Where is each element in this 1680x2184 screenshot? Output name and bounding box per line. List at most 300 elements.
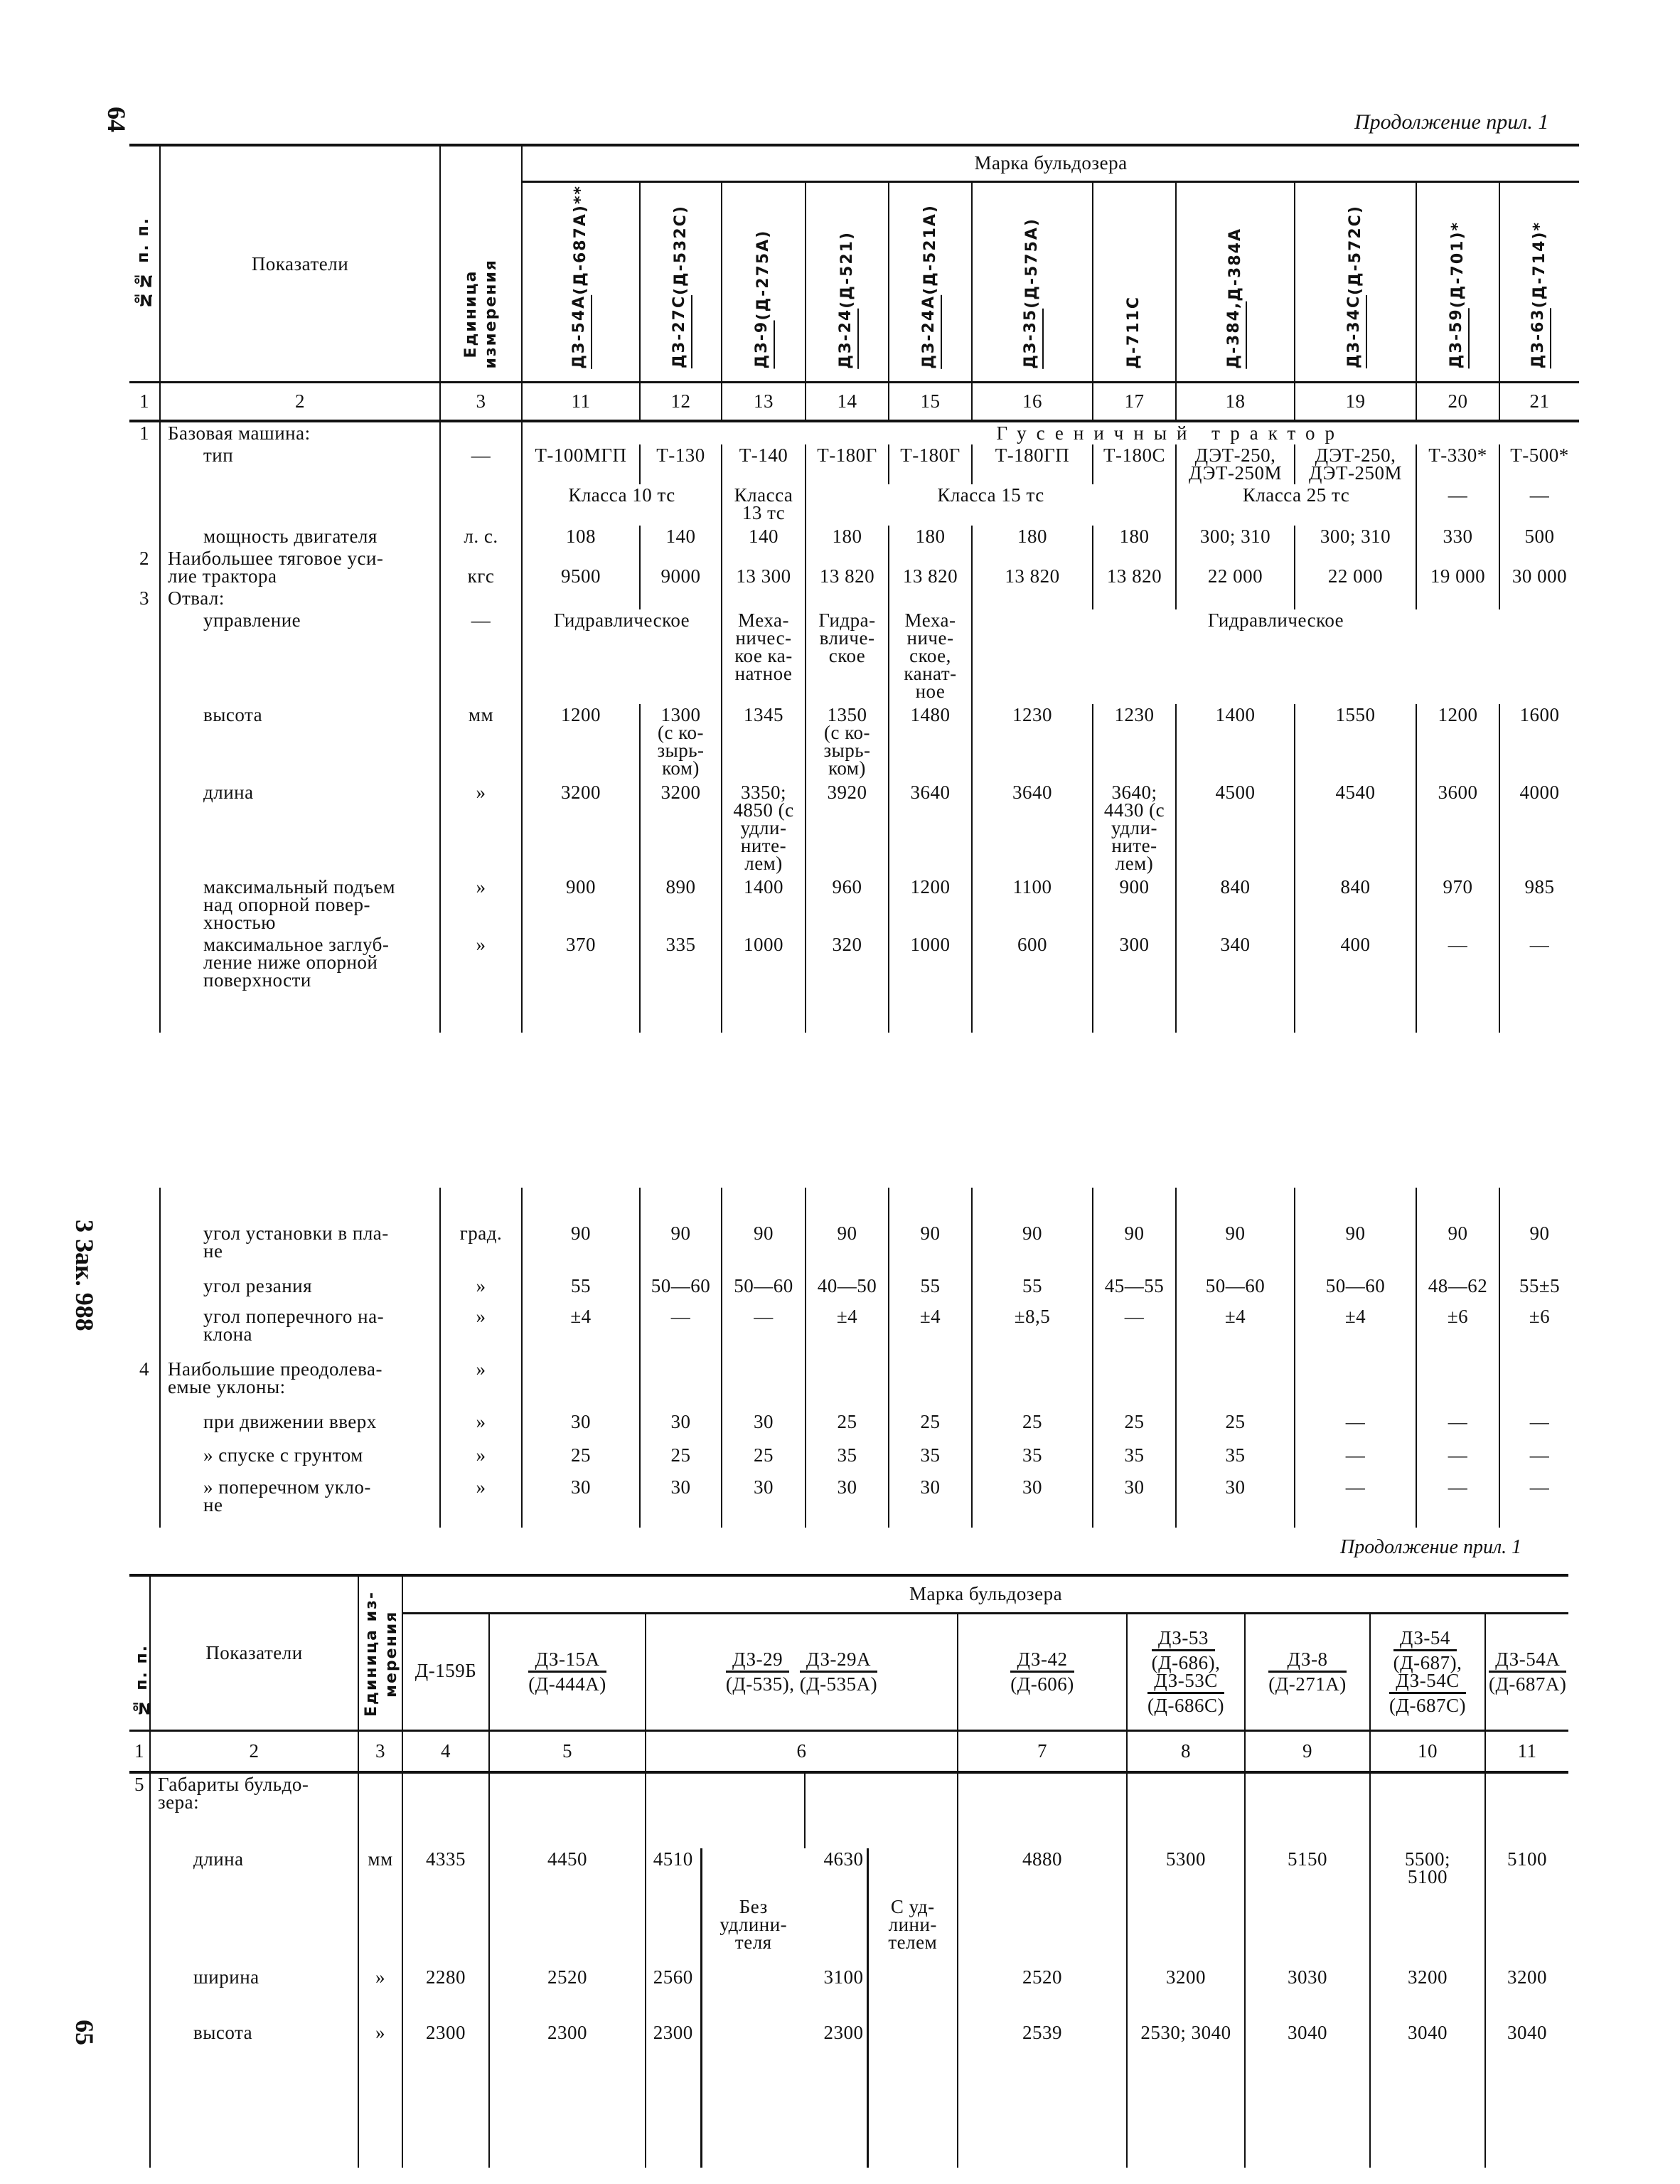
row-unit: » [440,1411,522,1444]
table-cell: 840 [1295,876,1416,934]
model-header [1485,1613,1568,1730]
model-label [1447,221,1470,368]
column-number: 2 [160,383,440,421]
column-number: 15 [889,383,972,421]
model-code: (Д-532С) [671,205,690,296]
table-cell: — [1499,1444,1579,1476]
table-row [129,526,1579,548]
row-label: максимальное заглуб- ление ниже опорной поверхности [160,934,440,1033]
table-cell: Класса 10 тс [522,484,722,526]
model-header [522,181,640,383]
row-unit [440,484,522,526]
model-name: ДЗ-53 [1152,1629,1215,1651]
table-cell: 30 [722,1411,806,1444]
model-header [806,181,889,383]
table-cell: 35 [806,1444,889,1476]
table-cell: 90 [1416,1222,1499,1275]
table-cell [889,1188,972,1222]
table-cell: 4450 [489,1848,646,1966]
model-code: (Д-687) [1393,1651,1457,1673]
table-cell: 30 [806,1476,889,1528]
column-number: 12 [640,383,722,421]
table-cell [522,1188,640,1222]
brand-group-header: Марка бульдозера [402,1575,1568,1613]
row-unit [440,1188,522,1222]
row-unit: » [440,934,522,1033]
table-cell: 90 [1093,1222,1176,1275]
column-number-row [129,383,1579,421]
table-cell: 1000 [889,934,972,1033]
model-fraction [1489,1648,1567,1695]
table-cell: 2300 [489,2022,646,2168]
column-number: 4 [402,1730,489,1772]
table-cell: 1400 [1176,704,1295,782]
table-cell: Т-180С [1093,444,1176,484]
model-code: (Д-686) [1151,1651,1216,1673]
table-cell [646,1772,701,1848]
table-cell: Т-330* [1416,444,1499,484]
table-cell: 30 [889,1476,972,1528]
table-row [129,1275,1579,1306]
model-name: ДЗ-9 [752,321,775,369]
row-number [129,1411,160,1444]
table-cell: 4000 [1499,782,1579,876]
table-row [129,934,1579,1033]
table-row [129,1848,1568,1966]
table-cell: 330 [1416,526,1499,548]
model-code: (Д-521) [838,230,856,309]
table-cell: 2300 [402,2022,489,2168]
unit-header-label: Единица из- мерения [363,1590,400,1717]
table-cell [722,1358,806,1411]
table-cell: — [1416,1476,1499,1528]
table-cell: Гидра- вличе- ское [806,609,889,704]
table-cell: 3600 [1416,782,1499,876]
table-cell: 45—55 [1093,1275,1176,1306]
table-cell: 50—60 [640,1275,722,1306]
model-fraction [1268,1648,1347,1695]
table-cell [1093,1358,1176,1411]
model-name: ДЗ-8 [1268,1651,1346,1673]
table-cell: 1100 [972,876,1093,934]
table-cell: 35 [1176,1444,1295,1476]
row-number [129,704,160,782]
column-header-number [129,1575,150,1730]
model-name: ДЗ-53С [1147,1672,1224,1694]
table-row [129,1772,1568,1848]
table-cell: 1200 [522,704,640,782]
table-cell [402,1772,489,1848]
model-code: (Д-714)* [1530,221,1548,309]
table-cell: Т-180Г [889,444,972,484]
table-cell: 3920 [806,782,889,876]
table-cell: 30 [640,1411,722,1444]
column-number: 3 [358,1730,402,1772]
table-cell [640,1358,722,1411]
model-code: (Д-687А) [1489,1673,1567,1695]
table-cell: 30 [972,1476,1093,1528]
model-label [1344,205,1367,368]
model-name: ДЗ-27С [670,295,692,368]
table-cell: 55 [972,1275,1093,1306]
table-cell: 90 [640,1222,722,1275]
table-cell: 2280 [402,1966,489,2022]
table-cell: 3200 [522,782,640,876]
table-cell: 25 [522,1444,640,1476]
table-cell [1295,1188,1416,1222]
table-cell: 25 [722,1444,806,1476]
table-cell: Т-130 [640,444,722,484]
model-name: №№ п. п. [134,216,152,309]
table-cell: — [1295,1476,1416,1528]
table-cell: 340 [1176,934,1295,1033]
table-cell: 985 [1499,876,1579,934]
model-name: ДЗ-54 [1393,1629,1457,1651]
model-label [752,230,775,368]
table-cell [522,587,640,609]
row-label: высота [160,704,440,782]
row-number [129,526,160,548]
row-unit: мм [358,1848,402,1966]
table-cell: 22 000 [1295,548,1416,587]
model-header [972,181,1093,383]
header-row [129,145,1579,181]
table-row [129,1358,1579,1411]
table-cell [1176,1358,1295,1411]
bulldozer-spec-table-part1 [129,144,1579,1033]
column-number-row [129,1730,1568,1772]
table-cell: Т-180Г [806,444,889,484]
table-cell: 2560 [646,1966,701,2022]
row-number: 4 [139,1358,149,1380]
row-label: ширина [150,1966,358,2022]
table-cell: 30 [1176,1476,1295,1528]
table-cell: ±4 [1176,1306,1295,1358]
row-label: угол поперечного на- клона [160,1306,440,1358]
table-row [129,421,1579,444]
table-cell: — [1499,934,1579,1033]
row-number [129,1188,160,1222]
table-cell: 3200 [640,782,722,876]
row-label: » спуске с грунтом [160,1444,440,1476]
table-cell: ±4 [806,1306,889,1358]
table-cell: 320 [806,934,889,1033]
table-cell [972,1188,1093,1222]
column-number: 16 [972,383,1093,421]
model-label [836,231,859,369]
table-cell: 1550 [1295,704,1416,782]
model-header [489,1613,646,1730]
page-number-left: 64 [102,107,131,132]
row-number [129,1444,160,1476]
table-cell: Класса 13 тс [722,484,806,526]
table-cell: 30 [1093,1476,1176,1528]
table-cell: 5150 [1245,1848,1370,1966]
table-cell: 140 [722,526,806,548]
note-with-extender: С уд- лини- телем [888,1896,938,1953]
table-cell: 600 [972,934,1093,1033]
column-number: 13 [722,383,806,421]
table-cell: 30 [522,1411,640,1444]
model-code: (Д-572С) [1346,205,1364,296]
table-row [129,1188,1579,1222]
column-number: 14 [806,383,889,421]
table-cell: 3040 [1370,2022,1485,2168]
model-header [1416,181,1499,383]
model-label [1529,221,1551,368]
table-cell: Гидравлическое [972,609,1579,704]
row-label: Габариты бульдо- зера: [150,1772,358,1848]
table-cell [722,587,806,609]
table-cell: Класса 25 тс [1176,484,1416,526]
table-cell [1416,587,1499,609]
table-cell: 3640; 4430 (с удли- ните- лем) [1093,782,1176,876]
row-number [129,876,160,934]
table-cell: 1200 [889,876,972,934]
row-number: 3 [139,587,149,609]
table-cell: Т-500* [1499,444,1579,484]
table-cell: 90 [1176,1222,1295,1275]
model-name: Д-159Б [414,1659,477,1681]
table-cell: 960 [806,876,889,934]
table-row [129,1476,1579,1528]
side-note: 3 Зак. 988 [70,1220,99,1331]
table-row [129,1966,1568,2022]
table-cell: 90 [722,1222,806,1275]
table-cell: 3640 [972,782,1093,876]
row-label [160,484,440,526]
page-number-right: 65 [70,2020,99,2045]
table-cell: 180 [889,526,972,548]
column-header-number [129,145,160,383]
model-fraction [725,1648,790,1695]
row-label: при движении вверх [160,1411,440,1444]
table-cell: 90 [1295,1222,1416,1275]
model-header [958,1613,1127,1730]
table-row [129,876,1579,934]
row-number: 1 [139,422,149,444]
table-cell: ДЭТ-250, ДЭТ-250М [1176,444,1295,484]
table-cell: 180 [1093,526,1176,548]
row-unit: » [440,876,522,934]
table-cell: 900 [1093,876,1176,934]
table-cell: — [1499,484,1579,526]
table-row [129,609,1579,704]
table-cell: 90 [522,1222,640,1275]
table-cell: 25 [1093,1411,1176,1444]
model-header [889,181,972,383]
table-cell [972,587,1093,609]
table-cell: Т-140 [722,444,806,484]
row-unit: » [440,1444,522,1476]
table-cell: 35 [972,1444,1093,1476]
table-row [129,1444,1579,1476]
table-cell [1093,1188,1176,1222]
table-cell: 3040 [1485,2022,1568,2168]
table-cell: 900 [522,876,640,934]
model-code: (Д-687С) [1389,1694,1466,1716]
row-label [160,1188,440,1222]
table-cell: 4510 [646,1848,701,1966]
row-unit: мм [440,704,522,782]
table-cell: 1480 [889,704,972,782]
table-cell: 2300 [805,2022,867,2168]
note-without-extender: Без удлини- теля [719,1896,788,1953]
table-cell: — [1416,1411,1499,1444]
row-unit: л. с. [440,526,522,548]
table-cell [1295,587,1416,609]
model-name: ДЗ-24 [836,308,859,368]
row-unit: » [440,1275,522,1306]
table-cell: — [1416,1444,1499,1476]
number-header-label [132,1644,154,1716]
continuation-label-bottom: Продолжение прил. 1 [1340,1536,1522,1558]
table-cell: 19 000 [1416,548,1499,587]
table-cell: — [1499,1411,1579,1444]
table-cell: 300; 310 [1176,526,1295,548]
model-code: (Д-575А) [1023,217,1041,309]
model-name: ДЗ-34С [1344,295,1367,368]
column-header-indicator: Показатели [160,145,440,383]
table-cell: 300 [1093,934,1176,1033]
row-label: Базовая машина: [160,421,440,444]
table-cell: 55 [889,1275,972,1306]
table-cell: 55 [522,1275,640,1306]
model-name: ДЗ-54С [1389,1672,1466,1694]
model-code: (Д-606) [1010,1673,1074,1695]
table-cell [1370,1772,1485,1848]
row-label: тип [160,444,440,484]
table-cell: 3030 [1245,1966,1370,2022]
table-cell: ±4 [522,1306,640,1358]
table-cell: 370 [522,934,640,1033]
table-cell: ±4 [1295,1306,1416,1358]
table-cell [889,587,972,609]
model-header [1295,181,1416,383]
column-number: 1 [129,383,160,421]
table-cell: 180 [806,526,889,548]
table-cell [806,587,889,609]
model-code: Д-384А [1226,227,1244,302]
column-number: 11 [522,383,640,421]
continuation-label-top: Продолжение прил. 1 [1354,110,1549,134]
table-cell: 4500 [1176,782,1295,876]
table-cell [1176,587,1295,609]
row-label: » поперечном укло- не [160,1476,440,1528]
table-cell: 1350 (с ко- зырь- ком) [806,704,889,782]
model-name: ДЗ-63 [1529,308,1551,368]
table-cell [1499,1358,1579,1411]
brand-group-header: Марка бульдозера [522,145,1579,181]
row-label: максимальный подъем над опорной повер- хностью [160,876,440,934]
table-cell: 3200 [1127,1966,1245,2022]
table-cell [489,1772,646,1848]
row-number [129,1306,160,1358]
table-row [129,484,1579,526]
row-number [129,1275,160,1306]
table-cell: Т-180ГП [972,444,1093,484]
row-number: 2 [139,547,149,569]
table-cell [867,1772,958,1848]
model-name: ДЗ-15А [528,1651,606,1673]
number-header-label [134,217,155,308]
table-cell [1499,1188,1579,1222]
bulldozer-spec-table-part3 [129,1574,1568,2168]
column-number: 8 [1127,1730,1245,1772]
table-cell [1295,1358,1416,1411]
table-cell: ±6 [1499,1306,1579,1358]
table-cell: 1345 [722,704,806,782]
column-number: 2 [150,1730,358,1772]
model-code: (Д-535А) [799,1673,878,1695]
column-number: 7 [958,1730,1127,1772]
table-cell: 25 [1176,1411,1295,1444]
table-cell: 2530; 3040 [1127,2022,1245,2168]
row-number [129,934,160,1033]
table-cell: 30 [522,1476,640,1528]
table-cell [1127,1772,1245,1848]
table-cell: 9500 [522,548,640,587]
table-cell: 3040 [1245,2022,1370,2168]
model-code: (Д-687А)** [572,184,589,295]
model-name: Д-384, [1224,301,1247,368]
table-cell: 5300 [1127,1848,1245,1966]
model-code: (Д-686С) [1147,1694,1224,1716]
table-row [129,1411,1579,1444]
table-cell: ДЭТ-250, ДЭТ-250М [1295,444,1416,484]
model-label [670,205,692,368]
row-unit: » [440,1306,522,1358]
unit-header-label: Единица измерения [461,258,500,369]
table-cell: 108 [522,526,640,548]
table-cell: 1600 [1499,704,1579,782]
row-unit [440,421,522,444]
table-cell: 40—50 [806,1275,889,1306]
row-unit: » [440,1358,522,1411]
base-machine-group-label: Гусеничный трактор [522,421,1579,444]
table-cell: 500 [1499,526,1579,548]
model-name: Д-711С [1124,295,1143,369]
column-number: 19 [1295,383,1416,421]
table-cell: 30 [640,1476,722,1528]
row-number [129,1966,150,2022]
table-cell: 50—60 [722,1275,806,1306]
model-name: ДЗ-29А [800,1651,877,1673]
table-cell [1093,587,1176,609]
table-cell [958,1772,1127,1848]
table-cell: 2300 [646,2022,701,2168]
column-number: 11 [1485,1730,1568,1772]
table-cell: — [1499,1476,1579,1528]
model-code: (Д-271А) [1268,1673,1347,1695]
table-cell: 30 [722,1476,806,1528]
table-row [129,1222,1579,1275]
table-cell: 3200 [1370,1966,1485,2022]
table-row [129,587,1579,609]
table-cell: 50—60 [1176,1275,1295,1306]
column-number: 17 [1093,383,1176,421]
table-cell: 300; 310 [1295,526,1416,548]
model-fraction [1151,1626,1216,1673]
table-row [129,444,1579,484]
column-header-indicator: Показатели [150,1575,358,1730]
row-label: управление [160,609,440,704]
table-cell [640,1188,722,1222]
table-cell: Класса 15 тс [806,484,1176,526]
model-label [919,204,942,369]
row-number [129,1476,160,1528]
table-cell: 2520 [489,1966,646,2022]
